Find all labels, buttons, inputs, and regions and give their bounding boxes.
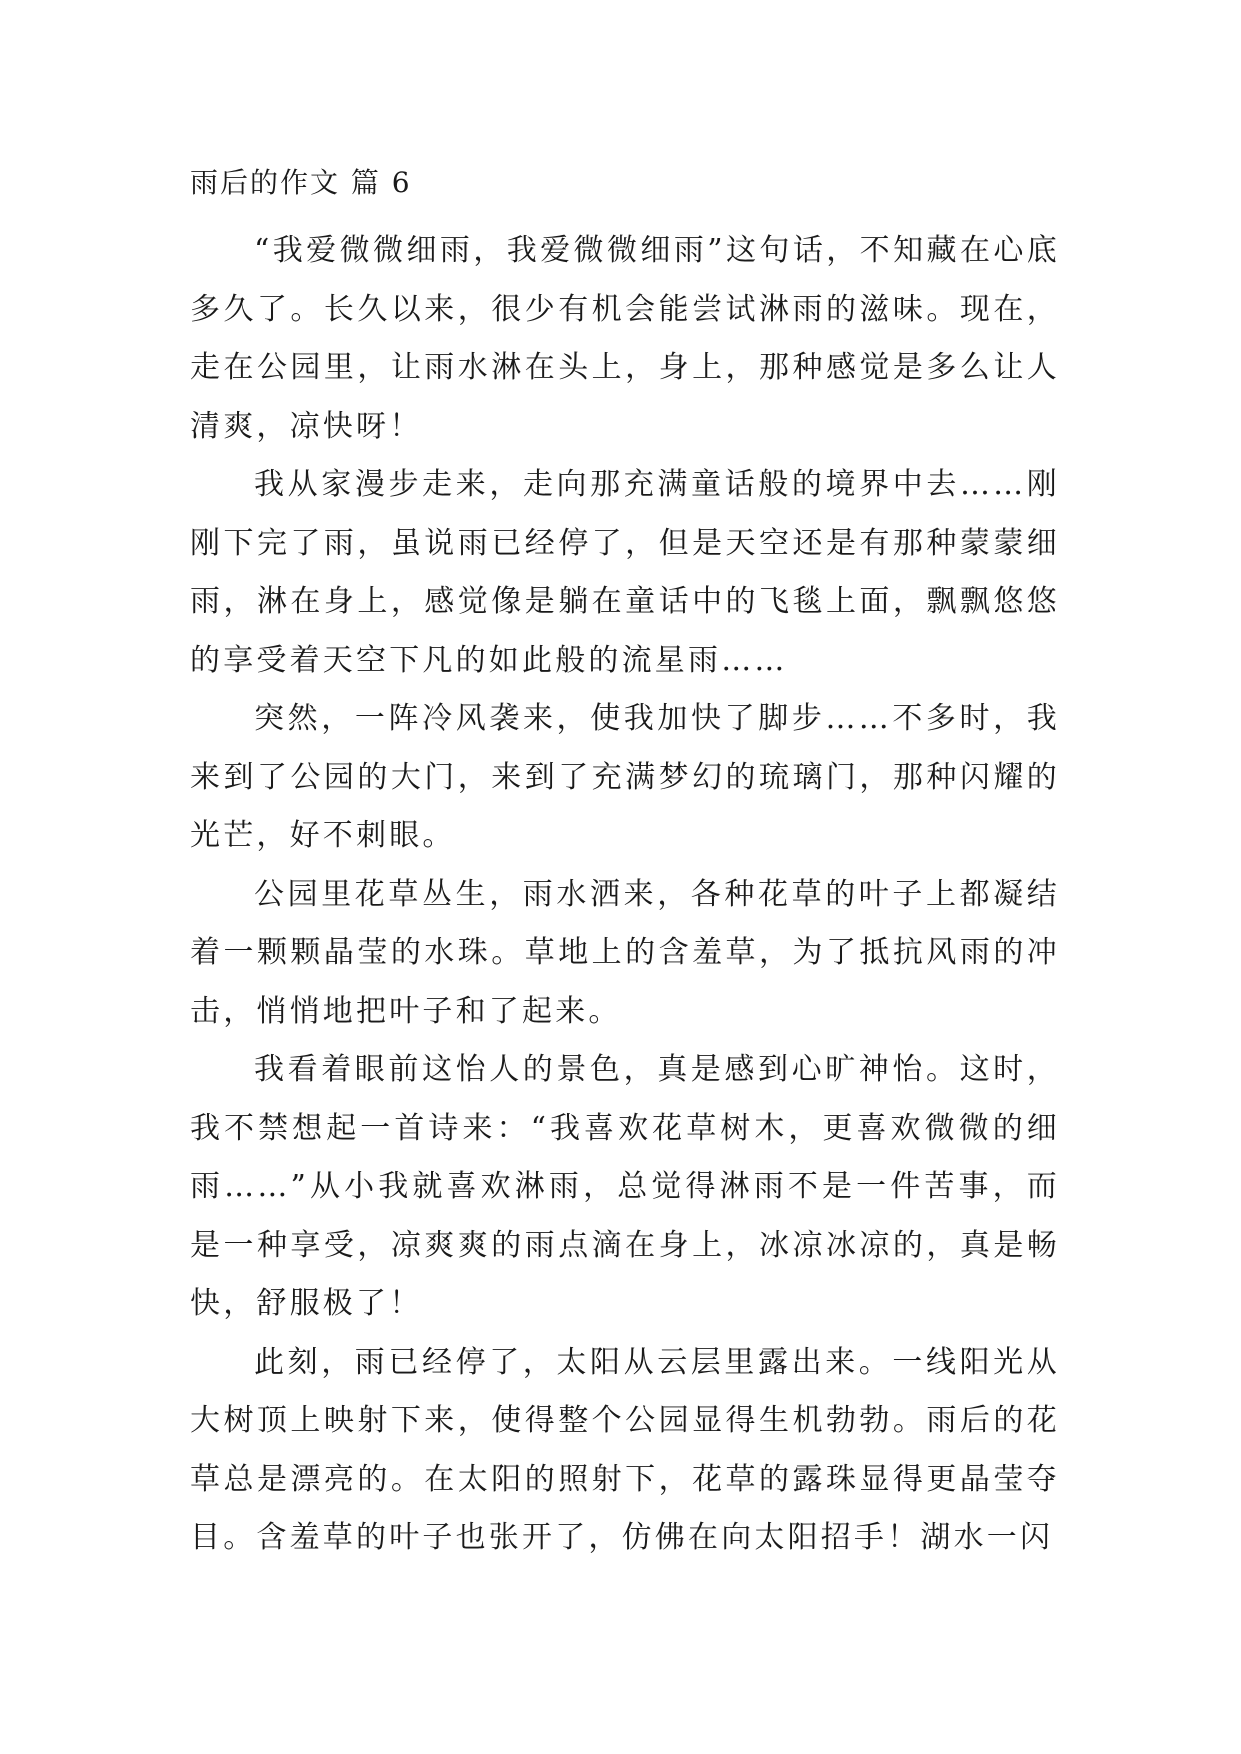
paragraph-3: 突然，一阵冷风袭来，使我加快了脚步……不多时，我来到了公园的大门，来到了充满梦幻的琉璃门，那种闪耀的光芒，好不刺眼。 xyxy=(190,701,1060,853)
document-title: 雨后的作文 篇 6 xyxy=(190,166,412,199)
document-body xyxy=(190,222,1060,1568)
paragraph-4: 公园里花草丛生，雨水洒来，各种花草的叶子上都凝结着一颗颗晶莹的水珠。草地上的含羞草，为了抵抗风雨的冲击，悄悄地把叶子和了起来。 xyxy=(190,876,1060,1029)
paragraph-1: “我爱微微细雨，我爱微微细雨”这句话，不知藏在心底多久了。长久以来，很少有机会能尝试淋雨的滋味。现在，走在公园里，让雨水淋在头上，身上，那种感觉是多么让人清爽，凉快呀！ xyxy=(190,233,1060,444)
paragraph-6: 此刻，雨已经停了，太阳从云层里露出来。一线阳光从大树顶上映射下来，使得整个公园显得生机勃勃。雨后的花草总是漂亮的。在太阳的照射下，花草的露珠显得更晶莹夺目。含羞草的叶子也张开了，仿佛在向太阳招手！湖水一闪 xyxy=(190,1344,1060,1555)
paragraph-5: 我看着眼前这怡人的景色，真是感到心旷神怡。这时，我不禁想起一首诗来：“我喜欢花草树木，更喜欢微微的细雨……”从小我就喜欢淋雨，总觉得淋雨不是一件苦事，而是一种享受，凉爽爽的雨点滴在身上，冰凉冰凉的，真是畅快，舒服极了！ xyxy=(190,1052,1060,1321)
paragraph-2: 我从家漫步走来，走向那充满童话般的境界中去……刚刚下完了雨，虽说雨已经停了，但是天空还是有那种蒙蒙细雨，淋在身上，感觉像是躺在童话中的飞毯上面，飘飘悠悠的享受着天空下凡的如此般的流星雨…… xyxy=(190,467,1060,678)
